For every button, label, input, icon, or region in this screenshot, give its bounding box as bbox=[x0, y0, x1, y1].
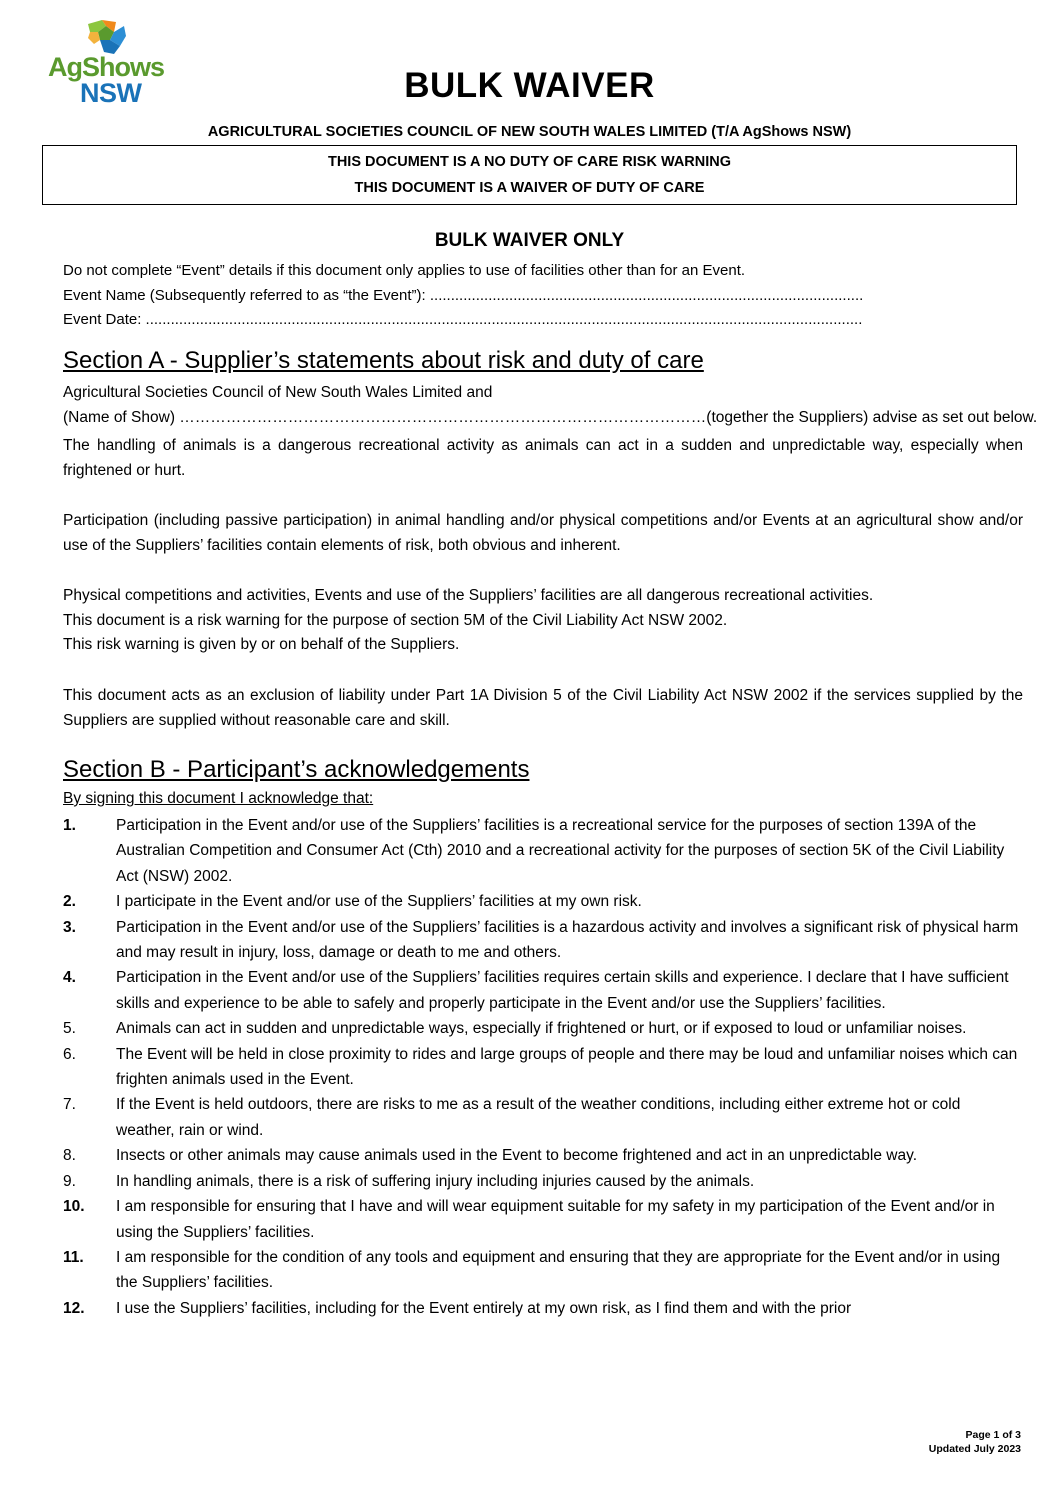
section-a-para-4: This document acts as an exclusion of liability under Part 1A Division 5 of the Civil Liability Act NSW 2002 if the services supplied by the Suppliers are supplied without reasonable care and skill. bbox=[63, 687, 1023, 729]
item-number: 11. bbox=[63, 1248, 84, 1266]
acknowledgement-item bbox=[63, 813, 1023, 889]
item-number: 8. bbox=[63, 1147, 76, 1165]
item-text: Participation in the Event and/or use of the Suppliers’ facilities is a hazardous activity and involves a significant risk of physical harm and may result in injury, loss, damage or death to me and others. bbox=[116, 918, 1019, 962]
event-date-label: Event Date: bbox=[63, 311, 142, 328]
page-footer bbox=[929, 1428, 1021, 1456]
risk-warning-box bbox=[42, 145, 1017, 205]
event-name-row bbox=[63, 284, 863, 309]
item-number: 9. bbox=[63, 1172, 76, 1190]
show-name-row bbox=[63, 409, 1037, 427]
item-number: 2. bbox=[63, 893, 76, 911]
acknowledgement-item bbox=[63, 1016, 1023, 1041]
page-title: BULK WAIVER bbox=[404, 66, 655, 105]
item-text: Participation in the Event and/or use of the Suppliers’ facilities is a recreational service for the purposes of section 139A of the Australian Competition and Consumer Act (Cth) 2010 and a recreational activity for the purposes of section 5K of the Civil Liability Act (NSW) 2002. bbox=[116, 817, 1005, 885]
logo-text-agshows: AgShows bbox=[48, 52, 165, 82]
acknowledgement-list bbox=[63, 813, 1023, 1321]
show-name-tail: (together the Suppliers) advise as set out below. bbox=[706, 409, 1038, 426]
item-number: 10. bbox=[63, 1198, 85, 1216]
item-text: I participate in the Event and/or use of the Suppliers’ facilities at my own risk. bbox=[116, 893, 642, 911]
event-name-label: Event Name (Subsequently referred to as “the Event”): bbox=[63, 287, 426, 304]
item-text: I am responsible for the condition of any tools and equipment and ensuring that they are appropriate for the Event and/or in using the Suppliers’ facilities. bbox=[116, 1248, 1001, 1292]
item-text: Participation in the Event and/or use of the Suppliers’ facilities requires certain skills and experience. I declare that I have sufficient skills and experience to be able to safely and properly participate in the Event and/or use the Suppliers’ facilities. bbox=[116, 969, 1009, 1012]
event-date-row bbox=[63, 308, 862, 333]
acknowledgement-item bbox=[63, 915, 1023, 966]
section-b-intro: By signing this document I acknowledge that: bbox=[63, 790, 374, 807]
event-date-field[interactable]: ............................................................................................................................................................................ bbox=[141, 311, 863, 328]
item-text: In handling animals, there is a risk of suffering injury including injuries caused by the animals. bbox=[116, 1172, 755, 1190]
event-details-note: Do not complete “Event” details if this document only applies to use of facilities other than for an Event. bbox=[63, 262, 746, 279]
section-a-heading: Section A - Supplier’s statements about risk and duty of care bbox=[63, 347, 704, 374]
acknowledgement-item bbox=[63, 1143, 1023, 1168]
acknowledgement-item bbox=[63, 965, 1023, 1016]
item-number: 3. bbox=[63, 918, 76, 936]
section-a-para-3-line-1: Physical competitions and activities, Events and use of the Suppliers’ facilities are all dangerous recreational activities. bbox=[63, 587, 874, 604]
warning-line-1: THIS DOCUMENT IS A NO DUTY OF CARE RISK WARNING bbox=[327, 154, 732, 170]
acknowledgement-item bbox=[63, 1092, 1023, 1143]
section-a-line-1: Agricultural Societies Council of New South Wales Limited and bbox=[63, 384, 493, 401]
organisation-name: AGRICULTURAL SOCIETIES COUNCIL OF NEW SOUTH WALES LIMITED (T/A AgShows NSW) bbox=[207, 124, 852, 140]
acknowledgement-item bbox=[63, 1042, 1023, 1093]
item-text: I am responsible for ensuring that I have and will wear equipment suitable for my safety in my participation of the Event and/or in using the Suppliers’ facilities. bbox=[116, 1198, 995, 1241]
show-name-label: (Name of Show) bbox=[63, 409, 175, 426]
item-text: The Event will be held in close proximity to rides and large groups of people and there may be loud and unfamiliar noises which can frighten animals used in the Event. bbox=[116, 1045, 1018, 1089]
acknowledgement-item bbox=[63, 1194, 1023, 1245]
section-b-heading: Section B - Participant’s acknowledgements bbox=[63, 756, 530, 783]
acknowledgement-item bbox=[63, 889, 1023, 914]
section-a-para-1: The handling of animals is a dangerous recreational activity as animals can act in a sudden and unpredictable way, especially when frightened or hurt. bbox=[63, 437, 1023, 479]
show-name-field[interactable]: ………………………………………………………………………………………… bbox=[174, 409, 707, 426]
item-number: 4. bbox=[63, 969, 76, 987]
item-number: 6. bbox=[63, 1045, 76, 1063]
logo-text-nsw: NSW bbox=[80, 78, 142, 108]
section-a-para-3-line-2: This document is a risk warning for the purpose of section 5M of the Civil Liability Act NSW 2002. bbox=[63, 612, 728, 629]
acknowledgement-item bbox=[63, 1296, 1023, 1321]
acknowledgement-item bbox=[63, 1169, 1023, 1194]
event-name-field[interactable]: ........................................................................................................ bbox=[425, 287, 864, 304]
section-a-para-3-line-3: This risk warning is given by or on behalf of the Suppliers. bbox=[63, 636, 460, 653]
item-number: 1. bbox=[63, 817, 76, 834]
item-text: Insects or other animals may cause animals used in the Event to become frightened and act in an unpredictable way. bbox=[116, 1147, 917, 1165]
updated-date: Updated July 2023 bbox=[928, 1443, 1021, 1455]
item-text: Animals can act in sudden and unpredictable ways, especially if frightened or hurt, or if exposed to loud or unfamiliar noises. bbox=[116, 1020, 967, 1038]
item-text: If the Event is held outdoors, there are risks to me as a result of the weather conditions, including either extreme hot or cold weather, rain or wind. bbox=[116, 1096, 961, 1139]
bulk-waiver-only-heading: BULK WAIVER ONLY bbox=[434, 230, 625, 251]
section-a-para-2: Participation (including passive participation) in animal handling and/or physical competitions and/or Events at an agricultural show and/or use of the Suppliers’ facilities contain elements of risk, both obvious and inherent. bbox=[63, 512, 1023, 554]
item-number: 7. bbox=[63, 1096, 76, 1114]
item-number: 12. bbox=[63, 1299, 85, 1317]
warning-line-2: THIS DOCUMENT IS A WAIVER OF DUTY OF CARE bbox=[354, 180, 705, 196]
page-number: Page 1 of 3 bbox=[965, 1429, 1021, 1441]
acknowledgement-item bbox=[63, 1245, 1023, 1296]
item-text: I use the Suppliers’ facilities, including for the Event entirely at my own risk, as I find them and with the prior bbox=[116, 1299, 852, 1317]
item-number: 5. bbox=[63, 1020, 76, 1038]
